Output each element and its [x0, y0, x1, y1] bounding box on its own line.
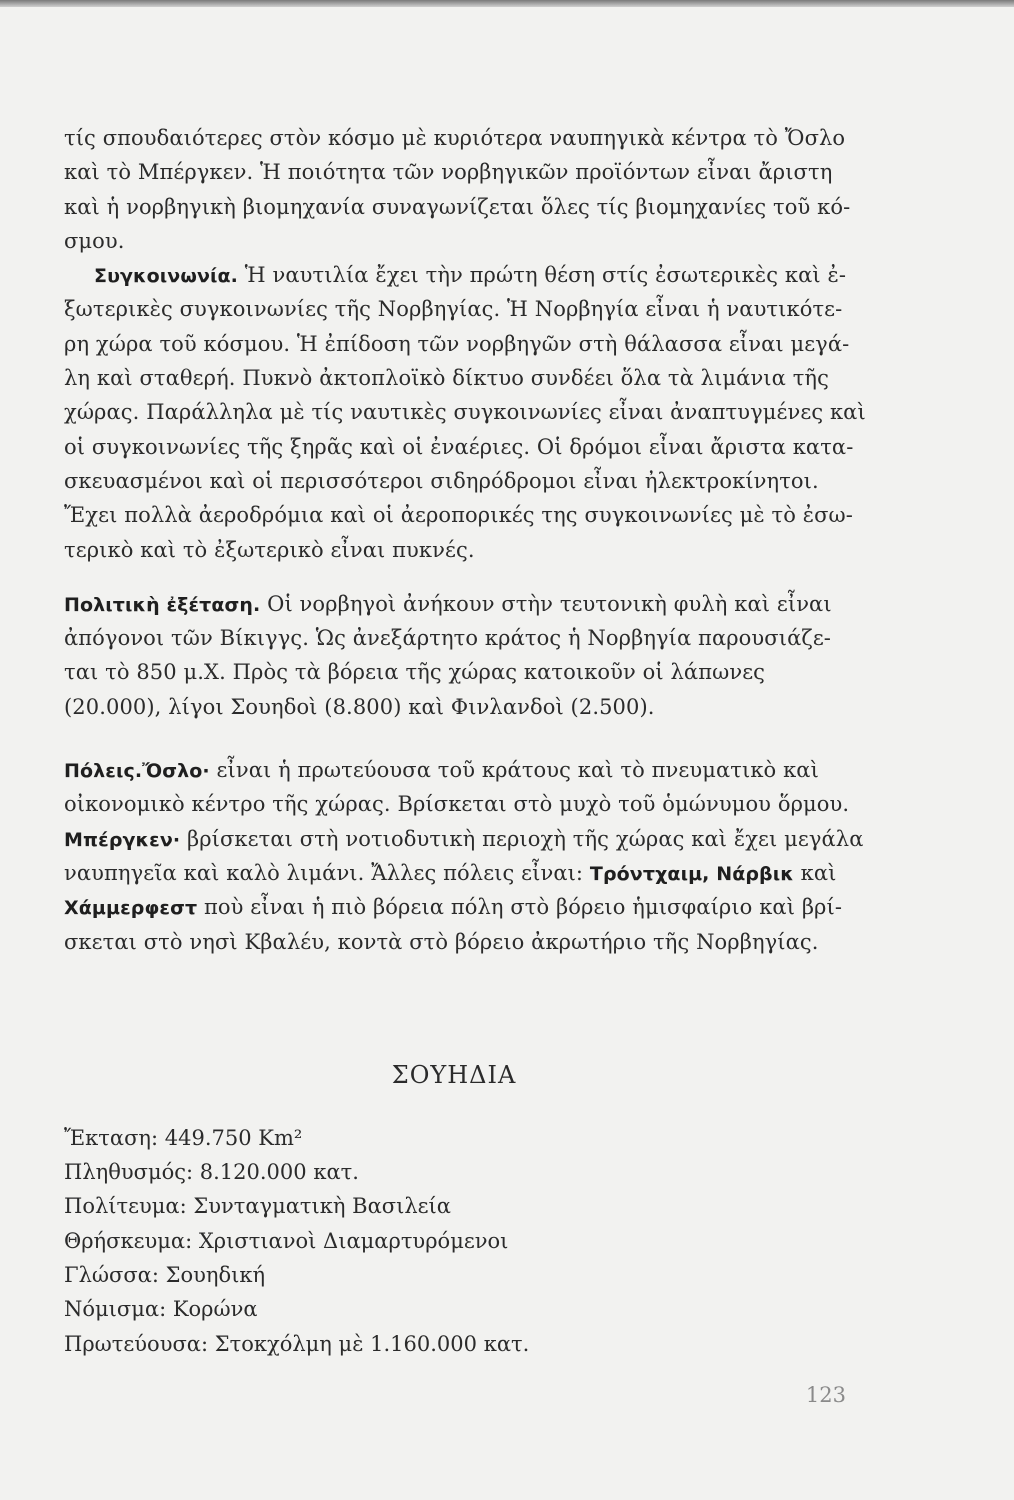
city-hammerfest: Χάμμερφεστ — [64, 897, 198, 920]
text-line — [64, 822, 864, 856]
text-line: σκεται στὸ νησὶ Κβαλέυ, κοντὰ στὸ βόρειο ἀκρωτήριο τῆς Νορβηγίας. — [64, 929, 819, 954]
fact-area — [64, 1121, 864, 1155]
fact-label: Πρωτεύουσα: — [64, 1331, 209, 1356]
city-trondheim-narvik: Τρόντχαιμ, Νάρβικ — [589, 862, 794, 885]
text-line: ξωτερικὲς συγκοινωνίες τῆς Νορβηγίας. Ἡ Νορβηγία εἶναι ἡ ναυτικότε- — [64, 297, 843, 322]
text-line: χώρας. Παράλληλα μὲ τίς ναυτικὲς συγκοινωνίες εἶναι ἀναπτυγμένες καὶ — [64, 400, 866, 425]
fact-government — [64, 1189, 864, 1223]
fact-religion — [64, 1224, 864, 1258]
politics-paragraph — [64, 587, 864, 724]
section-title-sweden: ΣΟΥΗΔΙΑ — [391, 1060, 517, 1089]
cities-line-text: ναυπηγεῖα καὶ καλὸ λιμάνι. Ἄλλες πόλεις εἶναι: — [64, 860, 590, 885]
communication-paragraph — [64, 258, 864, 567]
spacer — [64, 724, 864, 744]
text-line: τερικὸ καὶ τὸ ἐξωτερικὸ εἶναι πυκνές. — [64, 537, 475, 562]
city-oslo: Ὄσλο· — [142, 760, 210, 783]
cities-line-text: καὶ — [793, 860, 837, 885]
cities-line-text: εἶναι ἡ πρωτεύουσα τοῦ κράτους καὶ τὸ πνευματικὸ καὶ — [209, 758, 819, 783]
spacer — [64, 744, 864, 753]
text-line: σμου. — [64, 228, 125, 253]
fact-value: Συνταγματικὴ Βασιλεία — [193, 1194, 451, 1219]
page-top-edge — [0, 0, 1014, 7]
fact-label: Θρήσκευμα: — [64, 1228, 193, 1253]
politics-heading: Πολιτικὴ ἐξέταση. — [64, 593, 261, 616]
text-line: οἱ συγκοινωνίες τῆς ξηρᾶς καὶ οἱ ἐναέριες. Οἱ δρόμοι εἶναι ἄριστα κατα- — [64, 434, 854, 459]
communication-first-line: Ἡ ναυτιλία ἔχει τὴν πρώτη θέση στίς ἐσωτερικὲς καὶ ἐ- — [237, 263, 847, 288]
fact-label: Πληθυσμός: — [64, 1160, 194, 1185]
text-line: τίς σπουδαιότερες στὸν κόσμο μὲ κυριότερα ναυπηγικὰ κέντρα τὸ Ὄσλο — [64, 126, 846, 150]
spacer — [64, 959, 864, 1055]
sweden-facts — [64, 1121, 864, 1361]
text-line: οἰκονομικὸ κέντρο τῆς χώρας. Βρίσκεται στὸ μυχὸ τοῦ ὁμώνυμου ὅρμου. — [64, 792, 850, 817]
text-line: καὶ τὸ Μπέργκεν. Ἡ ποιότητα τῶν νορβηγικῶν προϊόντων εἶναι ἄριστη — [64, 160, 833, 185]
cities-heading: Πόλεις. — [64, 760, 143, 783]
spacer — [64, 567, 864, 587]
fact-label: Νόμισμα: — [64, 1297, 167, 1322]
text-line — [64, 258, 864, 292]
text-line: Ἔχει πολλὰ ἀεροδρόμια καὶ οἱ ἀεροπορικές της συγκοινωνίες μὲ τὸ ἐσω- — [64, 503, 853, 528]
cities-line-text: βρίσκεται στὴ νοτιοδυτικὴ περιοχὴ τῆς χώρας καὶ ἔχει μεγάλα — [180, 826, 864, 851]
fact-population — [64, 1155, 864, 1189]
fact-label: Πολίτευμα: — [64, 1194, 187, 1219]
cities-paragraph — [64, 753, 864, 959]
text-line — [64, 890, 864, 924]
fact-value: Χριστιανοὶ Διαμαρτυρόμενοι — [198, 1228, 509, 1253]
page-body — [64, 121, 864, 1361]
fact-value: Κορώνα — [172, 1297, 258, 1322]
text-line — [64, 856, 864, 890]
text-line: ἀπόγονοι τῶν Βίκιγγς. Ὡς ἀνεξάρτητο κράτος ἡ Νορβηγία παρουσιάζε- — [64, 626, 832, 651]
text-line: λη καὶ σταθερή. Πυκνὸ ἀκτοπλοϊκὸ δίκτυο συνδέει ὅλα τὰ λιμάνια τῆς — [64, 366, 829, 391]
intro-paragraph — [64, 121, 864, 258]
fact-value: Στοκχόλμη μὲ 1.160.000 κατ. — [214, 1331, 530, 1356]
communication-heading: Συγκοινωνία. — [94, 265, 238, 288]
text-line — [64, 587, 864, 621]
text-line: ρη χώρα τοῦ κόσμου. Ἡ ἐπίδοση τῶν νορβηγῶν στὴ θάλασσα εἶναι μεγά- — [64, 331, 850, 356]
fact-value: Σουηδική — [165, 1263, 266, 1288]
fact-label: Γλώσσα: — [64, 1263, 159, 1288]
text-line: καὶ ἡ νορβηγικὴ βιομηχανία συναγωνίζεται ὅλες τίς βιομηχανίες τοῦ κό- — [64, 194, 851, 219]
text-line — [64, 753, 864, 787]
fact-value: 449.750 Km² — [164, 1125, 303, 1150]
fact-label: Ἔκταση: — [64, 1125, 159, 1150]
fact-value: 8.120.000 κατ. — [199, 1160, 359, 1185]
fact-capital — [64, 1327, 864, 1361]
cities-line-text: ποὺ εἶναι ἡ πιὸ βόρεια πόλη στὸ βόρειο ἡμισφαίριο καὶ βρί- — [197, 895, 843, 920]
page-number: 123 — [805, 1383, 846, 1407]
fact-language — [64, 1258, 864, 1292]
text-line: σκευασμένοι καὶ οἱ περισσότεροι σιδηρόδρομοι εἶναι ἠλεκτροκίνητοι. — [64, 468, 819, 493]
city-bergen: Μπέργκεν· — [64, 828, 181, 851]
text-line: (20.000), λίγοι Σουηδοὶ (8.800) καὶ Φινλανδοὶ (2.500). — [64, 694, 655, 719]
fact-currency — [64, 1292, 864, 1326]
politics-first-line: Οἱ νορβηγοὶ ἀνήκουν στὴν τευτονικὴ φυλὴ καὶ εἶναι — [260, 591, 832, 616]
text-line: ται τὸ 850 μ.Χ. Πρὸς τὰ βόρεια τῆς χώρας κατοικοῦν οἱ λάπωνες — [64, 660, 766, 685]
